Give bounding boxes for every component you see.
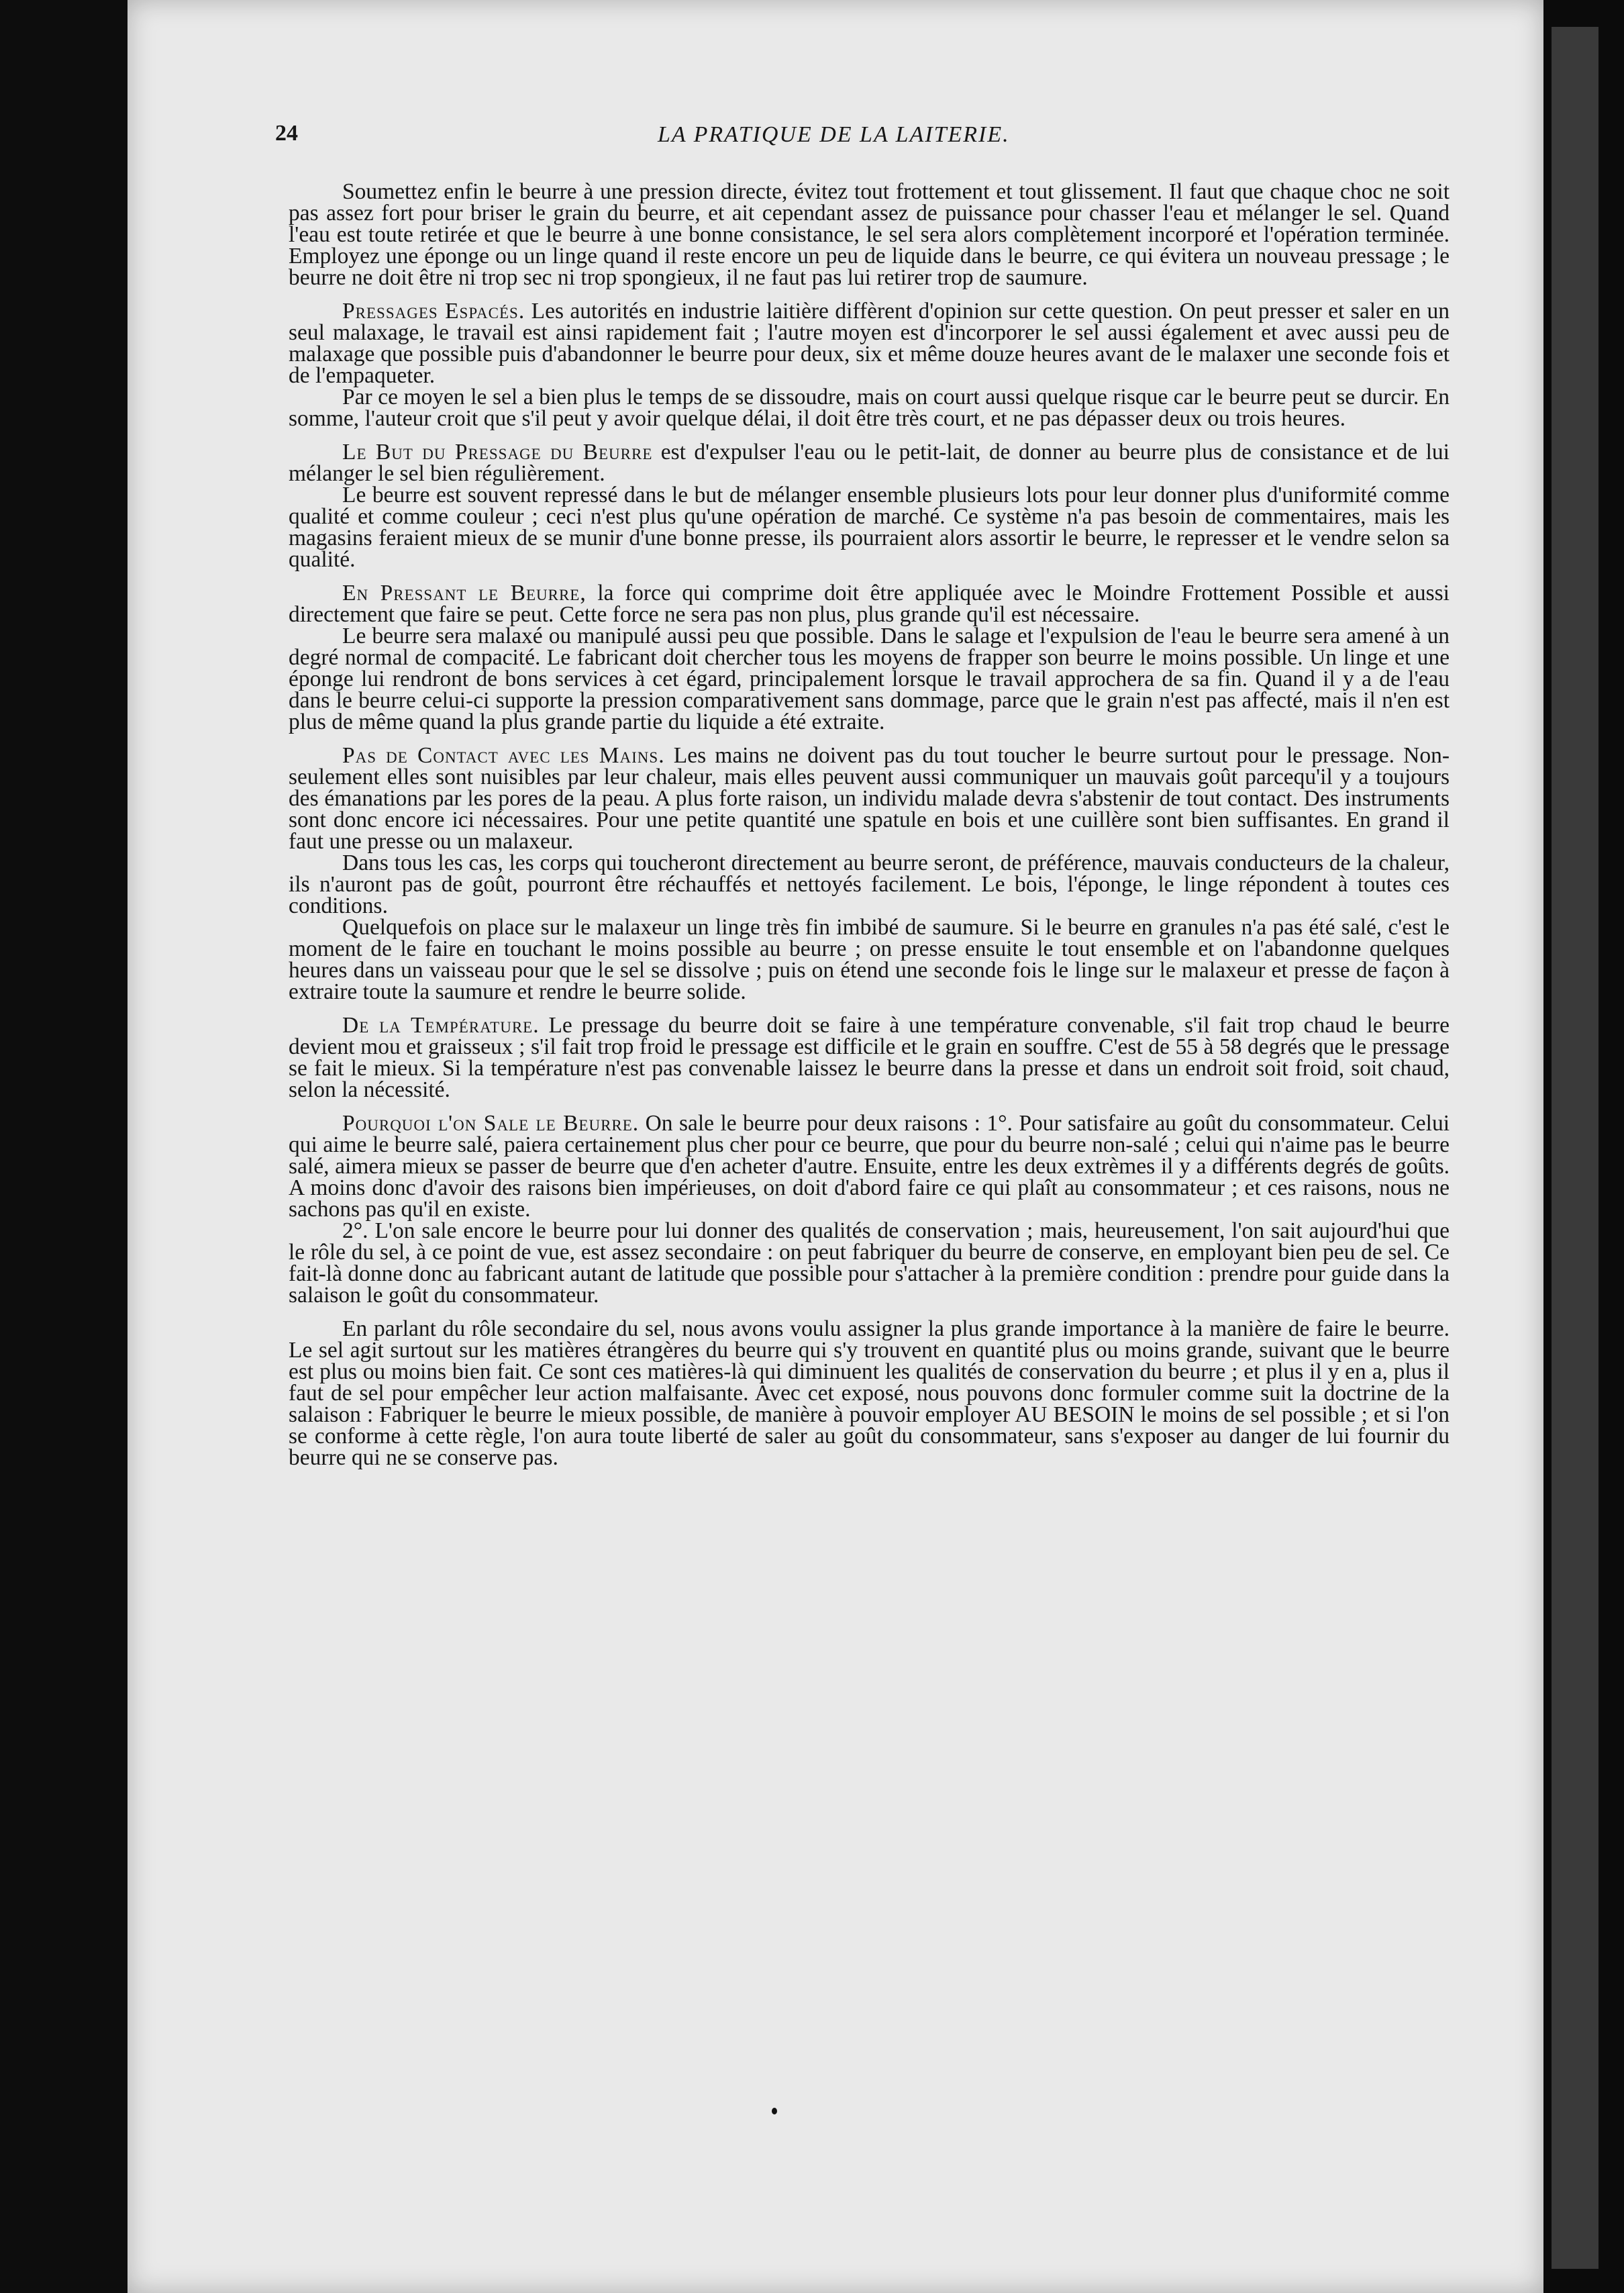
section-heading: Pourquoi l'on Sale le Beurre. [342, 1111, 640, 1136]
paragraph-text: Le beurre est souvent repressé dans le but de mélanger ensemble plusieurs lots pour leur donner plus d'uniformité comme qualité et comme couleur ; ceci n'est plus qu'une opération de marché. Ce système n'a pas besoin de commentaires, mais les magasins feraient mieux de se munir d'une bonne presse, ils pourraient alors assortir le beurre, le represser et le vendre selon sa qualité. [289, 483, 1450, 572]
paragraph [289, 1318, 1450, 1469]
paragraph [289, 485, 1450, 571]
paragraph [289, 852, 1450, 917]
paragraph-text: Dans tous les cas, les corps qui toucheront directement au beurre seront, de préférence, mauvais conducteurs de la chaleur, ils n'auront pas de goût, pourront être réchauffés et nettoyés facilement. Le bois, l'éponge, le linge répondent à toutes ces conditions. [289, 850, 1450, 918]
section-heading: Pas de Contact avec les Mains. [342, 743, 665, 768]
paragraph [289, 301, 1450, 387]
ink-speck [772, 2108, 777, 2114]
book-page [128, 0, 1543, 2293]
section-heading: Le But du Pressage du Beurre [342, 440, 653, 465]
running-title: LA PRATIQUE DE LA LAITERIE. [658, 122, 1010, 147]
section-heading: En Pressant le Beurre, [342, 581, 587, 605]
paragraph-text: Soumettez enfin le beurre à une pression directe, évitez tout frottement et tout glissement. Il faut que chaque choc ne soit pas assez fort pour briser le grain du beurre, et ait cependant assez de puissance pour chasser l'eau et mélanger le sel. Quand l'eau est toute retirée et que le beurre à une bonne consistance, le sel sera alors complètement incorporé et l'opération terminée. Employez une éponge ou un linge quand il reste encore un peu de liquide dans le beurre, ce qui évitera un nouveau pressage ; le beurre ne doit être ni trop sec ni trop spongieux, il ne faut pas lui retirer trop de saumure. [289, 179, 1450, 290]
paragraph [289, 442, 1450, 485]
paragraph [289, 387, 1450, 430]
paragraph-text: Le pressage du beurre doit se faire à une température convenable, s'il fait trop chaud le beurre devient mou et graisseux ; s'il fait trop froid le pressage est difficile et le grain en souffre. C'est de 55 à 58 degrés que le pressage se fait le mieux. Si la température n'est pas convenable laissez le beurre dans la presse et dans un endroit soit froid, soit chaud, selon la nécessité. [289, 1013, 1450, 1102]
paragraph [289, 181, 1450, 289]
paragraph [289, 1113, 1450, 1220]
paragraph-text: Le beurre sera malaxé ou manipulé aussi peu que possible. Dans le salage et l'expulsion de l'eau le beurre sera amené à un degré normal de compacité. Le fabricant doit chercher tous les moyens de frapper son beurre le moins possible. Un linge et une éponge lui rendront de bons services à cet égard, principalement lorsque le travail approchera de sa fin. Quand il y a de l'eau dans le beurre celui-ci supporte la pression comparativement sans dommage, parce que le grain n'est pas affecté, mais il n'en est plus de même quand la plus grande partie du liquide a été extraite. [289, 624, 1450, 734]
paragraph [289, 1220, 1450, 1306]
paragraph [289, 745, 1450, 852]
paragraph-text: Quelquefois on place sur le malaxeur un linge très fin imbibé de saumure. Si le beurre en granules n'a pas été salé, c'est le moment de le faire en touchant le moins possible au beurre ; on presse ensuite le tout ensemble et on l'abandonne quelques heures dans un vaisseau pour que le sel se dissolve ; puis on étend une seconde fois le linge sur le malaxeur et presse de façon à extraire toute la saumure et rendre le beurre solide. [289, 915, 1450, 1004]
paragraph-text: la force qui comprime doit être appliquée avec le Moindre Frottement Possible et aussi directement que faire se peut. Cette force ne sera pas non plus, plus grande qu'il est nécessaire. [289, 581, 1450, 627]
scan-border-left [0, 0, 128, 2293]
paragraph [289, 917, 1450, 1003]
paragraph-text: est d'expulser l'eau ou le petit-lait, de donner au beurre plus de consistance et de lui mélanger le sel bien régulièrement. [289, 440, 1450, 486]
paragraph-text: On sale le beurre pour deux raisons : 1°. Pour satisfaire au goût du consommateur. Celui qui aime le beurre salé, paiera certainement plus cher pour ce beurre, que pour du beurre non-salé ; celui qui n'aime pas le beurre salé, aimera mieux se passer de beurre que d'en acheter d'autre. Ensuite, entre les deux extrèmes il y a différents degrés de goûts. A moins donc d'avoir des raisons bien impérieuses, on doit d'abord faire ce qui plaît au consommateur ; et ces raisons, nous ne sachons pas qu'il en existe. [289, 1111, 1450, 1222]
page-number: 24 [275, 121, 298, 146]
paragraph-text: Les autorités en industrie laitière diffèrent d'opinion sur cette question. On peut presser et saler en un seul malaxage, le travail est ainsi rapidement fait ; l'autre moyen est d'incorporer le sel aussi également et avec aussi peu de malaxage que possible puis d'abandonner le beurre pour deux, six et même douze heures avant de le malaxer une seconde fois et de l'empaqueter. [289, 299, 1450, 388]
section-heading: De la Température. [342, 1013, 540, 1038]
paragraph [289, 1015, 1450, 1101]
page-content [275, 121, 1450, 1470]
section-heading: Pressages Espacés. [342, 299, 525, 324]
adjacent-page-edge [1552, 27, 1598, 2269]
paragraph-text: 2°. L'on sale encore le beurre pour lui donner des qualités de conservation ; mais, heureusement, l'on sait aujourd'hui que le rôle du sel, à ce point de vue, est assez secondaire : on peut fabriquer du beurre de conserve, en employant bien peu de sel. Ce fait-là donne donc au fabricant autant de latitude que possible pour s'attacher à la première condition : prendre pour guide dans la salaison le goût du consommateur. [289, 1218, 1450, 1308]
paragraph [289, 626, 1450, 733]
paragraph-text: Les mains ne doivent pas du tout toucher le beurre surtout pour le pressage. Non-seulement elles sont nuisibles par leur chaleur, mais elles peuvent aussi communiquer un mauvais goût parcequ'il y a toujours des émanations par les pores de la peau. A plus forte raison, un individu malade devra s'abstenir de tout contact. Des instruments sont donc encore ici nécessaires. Pour une petite quantité une spatule en bois et une cuillère sont bien suffisantes. En grand il faut une presse ou un malaxeur. [289, 743, 1450, 854]
paragraph-text: Par ce moyen le sel a bien plus le temps de se dissoudre, mais on court aussi quelque risque car le beurre peut se durcir. En somme, l'auteur croit que s'il peut y avoir quelque délai, il doit être très court, et ne pas dépasser deux ou trois heures. [289, 385, 1450, 431]
paragraph-text: En parlant du rôle secondaire du sel, nous avons voulu assigner la plus grande importance à la manière de faire le beurre. Le sel agit surtout sur les matières étrangères du beurre qui s'y trouvent en quantité plus ou moins grande, suivant que le beurre est plus ou moins bien fait. Ce sont ces matières-là qui diminuent les qualités de conservation du beurre ; et plus il y en a, plus il faut de sel pour empêcher leur action malfaisante. Avec cet exposé, nous pouvons donc formuler comme suit la doctrine de la salaison : Fabriquer le beurre le mieux possible, de manière à pouvoir employer AU BESOIN le moins de sel possible ; et si l'on se conforme à cette règle, l'on aura toute liberté de saler au goût du consommateur, sans s'exposer au danger de lui fournir du beurre qui ne se conserve pas. [289, 1316, 1450, 1470]
paragraph [289, 583, 1450, 626]
running-head [275, 121, 1450, 161]
